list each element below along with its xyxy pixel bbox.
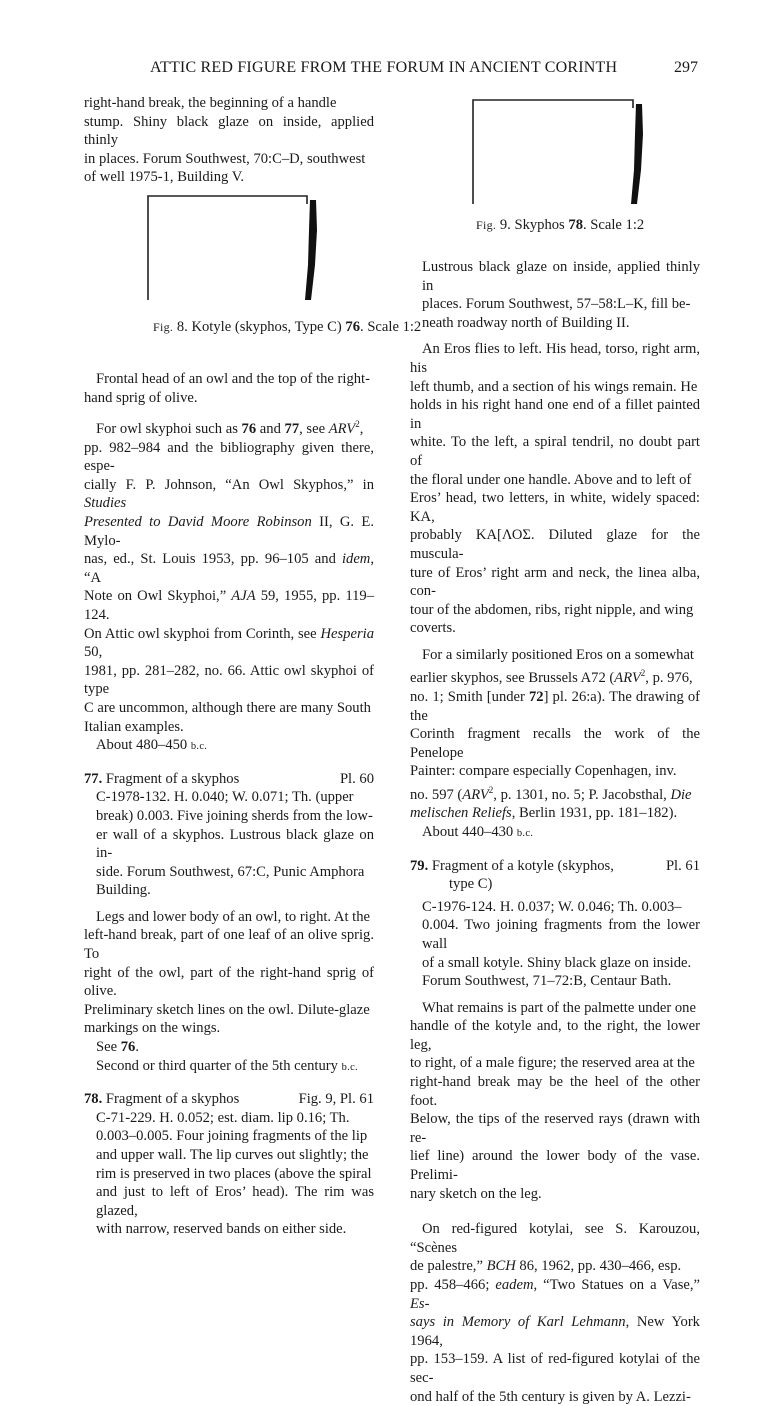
page-number: 297 bbox=[674, 59, 698, 76]
figure-9-profile-drawing bbox=[465, 92, 655, 208]
text-line: left thumb, and a section of his wings remain. He bbox=[410, 378, 698, 395]
text-line: Painter: compare especially Copenhagen, inv. bbox=[410, 763, 677, 780]
text-line: What remains is part of the palmette under one bbox=[422, 999, 696, 1016]
text-line: lief line) around the lower body of the vase. Prelimi- bbox=[410, 1148, 700, 1184]
text-line: pp. 458–466; eadem, “Two Statues on a Vase,” Es- bbox=[410, 1277, 701, 1312]
figure-8-caption: Fig. 8. Kotyle (skyphos, Type C) 76. Scale 1:2 bbox=[153, 319, 422, 335]
text-line: Preliminary sketch lines on the owl. Dilute-glaze bbox=[84, 1001, 370, 1018]
text-line: white. To the left, a spiral tendril, no doubt part of bbox=[410, 434, 700, 469]
running-title: ATTIC RED FIGURE FROM THE FORUM IN ANCIENT CORINTH bbox=[150, 59, 618, 76]
left-column-main bbox=[84, 370, 374, 1239]
text-line: Eros’ head, two letters, in white, widely spaced: ΚΑ, bbox=[410, 490, 700, 525]
entry-78-heading: 78. Fragment of a skyphos Fig. 9, Pl. 61 bbox=[84, 1091, 374, 1108]
text-line: On red-figured kotylai, see S. Karouzou, “Scènes bbox=[410, 1221, 700, 1256]
entry-77-heading: 77. Fragment of a skyphos Pl. 60 bbox=[84, 770, 374, 787]
text-line: ture of Eros’ right arm and neck, the linea alba, con- bbox=[410, 564, 700, 600]
date-line: Second or third quarter of the 5th century b.c. bbox=[96, 1057, 358, 1074]
text-line: melischen Reliefs, Berlin 1931, pp. 181–182). bbox=[410, 805, 678, 822]
text-line: markings on the wings. bbox=[84, 1020, 221, 1037]
entry-79-heading-cont: type C) bbox=[449, 876, 493, 893]
text-line: coverts. bbox=[410, 620, 456, 637]
text-line: of well 1975-1, Building V. bbox=[84, 169, 244, 186]
text-line: tour of the abdomen, ribs, right nipple, and wing bbox=[410, 601, 694, 618]
text-line: Below, the tips of the reserved rays (drawn with re- bbox=[410, 1111, 700, 1146]
text-line: See 76. bbox=[96, 1039, 139, 1056]
right-column-main bbox=[410, 258, 700, 1406]
entry-79-heading: 79. Fragment of a kotyle (skyphos, Pl. 61 bbox=[410, 857, 700, 874]
text-line: nas, ed., St. Louis 1953, pp. 96–105 and idem, “A bbox=[84, 551, 374, 586]
text-line: On Attic owl skyphoi from Corinth, see Hesperia 50, bbox=[84, 625, 374, 661]
text-line: to right, of a male figure; the reserved area at the bbox=[410, 1055, 695, 1072]
text-line: de palestre,” BCH 86, 1962, pp. 430–466, esp. bbox=[410, 1258, 682, 1275]
text-line: Corinth fragment recalls the work of the Penelope bbox=[410, 726, 700, 761]
text-line: right-hand break may be the heel of the other foot. bbox=[410, 1074, 700, 1109]
text-line: no. 597 (ARV$^2$, p. 1301, no. 5; P. Jacobsthal, Die bbox=[410, 784, 692, 803]
text-line: nary sketch on the leg. bbox=[410, 1185, 542, 1202]
figure-9-caption: Fig. 9. Skyphos 78. Scale 1:2 bbox=[476, 217, 645, 233]
text-line: the floral under one handle. Above and to left of bbox=[410, 471, 692, 488]
text-line: ond half of the 5th century is given by A. Lezzi- bbox=[410, 1388, 691, 1405]
text-line: right of the owl, part of the right-hand sprig of olive. bbox=[84, 964, 374, 1000]
text-line: Presented to David Moore Robinson II, G. E. Mylo- bbox=[84, 514, 374, 549]
date-line: About 480–450 b.c. bbox=[96, 737, 208, 754]
text-line: no. 1; Smith [under 72] pl. 26:a). The drawing of the bbox=[410, 688, 701, 724]
left-column-top bbox=[84, 94, 374, 187]
text-line: right-hand break, the beginning of a handle bbox=[84, 95, 337, 111]
entry-77-description: C-1978-132. H. 0.040; W. 0.071; Th. (upper break) 0.003. Five joining sherds from the low- er wall of a skyphos. Lustrous black glaze on in- side. Forum Southwest, 67:C, Punic Amphora Building. bbox=[96, 789, 374, 899]
entry-78-continued: Lustrous black glaze on inside, applied thinly in places. Forum Southwest, 57–58:L–K, fill be- neath roadway north of Building II. bbox=[422, 259, 700, 331]
text-line: Frontal head of an owl and the top of the right- bbox=[96, 371, 370, 387]
text-line: in places. Forum Southwest, 70:C–D, southwest bbox=[84, 150, 366, 167]
text-line: stump. Shiny black glaze on inside, applied thinly bbox=[84, 113, 374, 149]
entry-79-description: C-1976-124. H. 0.037; W. 0.046; Th. 0.003– 0.004. Two joining fragments from the lower wall of a small kotyle. Shiny black glaze on inside. Forum Southwest, 71–72:B, Centaur Bath. bbox=[422, 898, 700, 990]
text-line: cially F. P. Johnson, “An Owl Skyphos,” in Studies bbox=[84, 476, 374, 512]
entry-78-description: C-71-229. H. 0.052; est. diam. lip 0.16; Th. 0.003–0.005. Four joining fragments of the lip and upper wall. The lip curves out slightly; the rim is preserved in two places (above the spiral and just to left of Eros’ head). The rim was glazed, with narrow, reserved bands on either side. bbox=[96, 1109, 374, 1238]
text-line: For owl skyphoi such as 76 and 77, see ARV$^2$, bbox=[96, 419, 364, 438]
text-line: For a similarly positioned Eros on a somewhat bbox=[422, 646, 694, 663]
date-line: About 440–430 b.c. bbox=[422, 823, 534, 840]
text-line: C are uncommon, although there are many South bbox=[84, 699, 371, 716]
text-line: hand sprig of olive. bbox=[84, 389, 198, 406]
text-line: holds in his right hand one end of a fillet painted in bbox=[410, 397, 700, 432]
text-line: 1981, pp. 281–282, no. 66. Attic owl skyphoi of type bbox=[84, 662, 374, 698]
text-line: probably ΚΑ[ΛΟΣ. Diluted glaze for the muscula- bbox=[410, 527, 700, 562]
text-line: An Eros flies to left. His head, torso, right arm, his bbox=[410, 341, 700, 376]
text-line: Note on Owl Skyphoi,” AJA 59, 1955, pp. 119–124. bbox=[84, 588, 374, 623]
text-line: left-hand break, part of one leaf of an olive sprig. To bbox=[84, 927, 374, 963]
figure-8-profile-drawing bbox=[140, 190, 330, 306]
text-line: says in Memory of Karl Lehmann, New York 1964, bbox=[410, 1314, 700, 1349]
text-line: pp. 982–984 and the bibliography given there, espe- bbox=[84, 439, 374, 475]
text-line: earlier skyphos, see Brussels A72 (ARV$^2$, p. 976, bbox=[410, 668, 693, 687]
text-line: handle of the kotyle and, to the right, the lower leg, bbox=[410, 1018, 700, 1053]
text-line: Legs and lower body of an owl, to right. At the bbox=[96, 908, 370, 925]
text-line: pp. 153–159. A list of red-figured kotylai of the sec- bbox=[410, 1351, 700, 1386]
text-line: Italian examples. bbox=[84, 718, 184, 735]
